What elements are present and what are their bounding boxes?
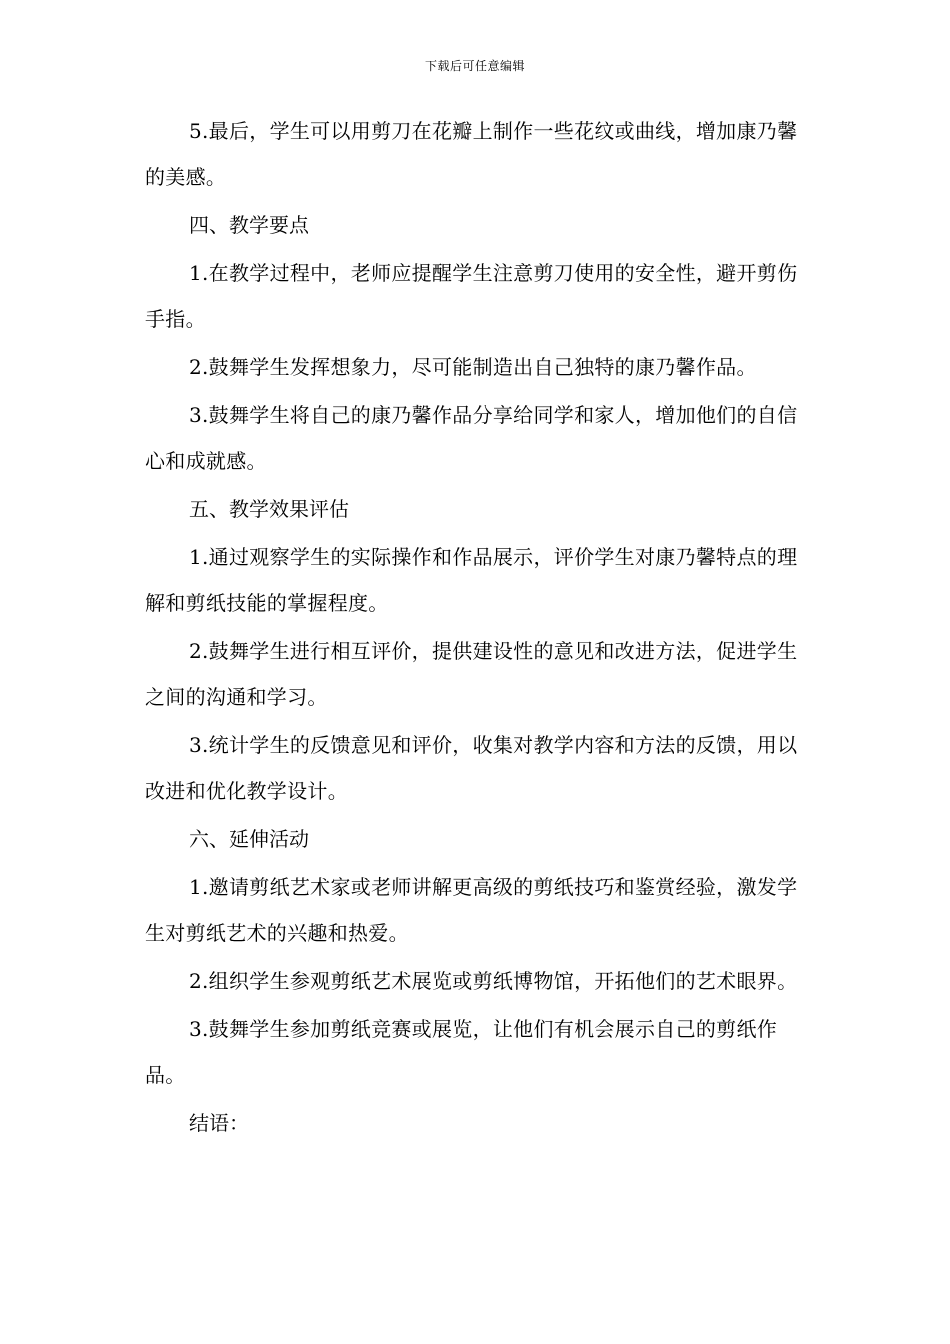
paragraph-extension-1: 1.邀请剪纸艺术家或老师讲解更高级的剪纸技巧和鉴赏经验，激发学生对剪纸艺术的兴趣和热爱。	[145, 875, 798, 945]
conclusion-heading: 结语：	[189, 1111, 249, 1135]
page-header-note: 下载后可任意编辑	[424, 59, 525, 73]
paragraph-extension-2: 2.组织学生参观剪纸艺术展览或剪纸博物馆，开拓他们的艺术眼界。	[189, 969, 798, 993]
paragraph-extension-3: 3.鼓舞学生参加剪纸竞赛或展览，让他们有机会展示自己的剪纸作品。	[145, 1017, 778, 1087]
section-heading-teaching-points: 四、教学要点	[189, 213, 309, 237]
paragraph-point-2: 2.鼓舞学生发挥想象力，尽可能制造出自己独特的康乃馨作品。	[189, 355, 757, 379]
section-heading-evaluation: 五、教学效果评估	[189, 497, 349, 521]
paragraph-point-3: 3.鼓舞学生将自己的康乃馨作品分享给同学和家人，增加他们的自信心和成就感。	[145, 403, 798, 473]
paragraph-step-5: 5.最后，学生可以用剪刀在花瓣上制作一些花纹或曲线，增加康乃馨的美感。	[145, 119, 798, 189]
document-body	[145, 108, 805, 1148]
paragraph-evaluation-2: 2.鼓舞学生进行相互评价，提供建设性的意见和改进方法，促进学生之间的沟通和学习。	[145, 639, 798, 709]
section-heading-extension: 六、延伸活动	[189, 827, 309, 851]
paragraph-evaluation-3: 3.统计学生的反馈意见和评价，收集对教学内容和方法的反馈，用以改进和优化教学设计。	[145, 733, 798, 803]
paragraph-evaluation-1: 1.通过观察学生的实际操作和作品展示，评价学生对康乃馨特点的理解和剪纸技能的掌握程度。	[145, 545, 798, 615]
paragraph-point-1: 1.在教学过程中，老师应提醒学生注意剪刀使用的安全性，避开剪伤手指。	[145, 261, 798, 331]
